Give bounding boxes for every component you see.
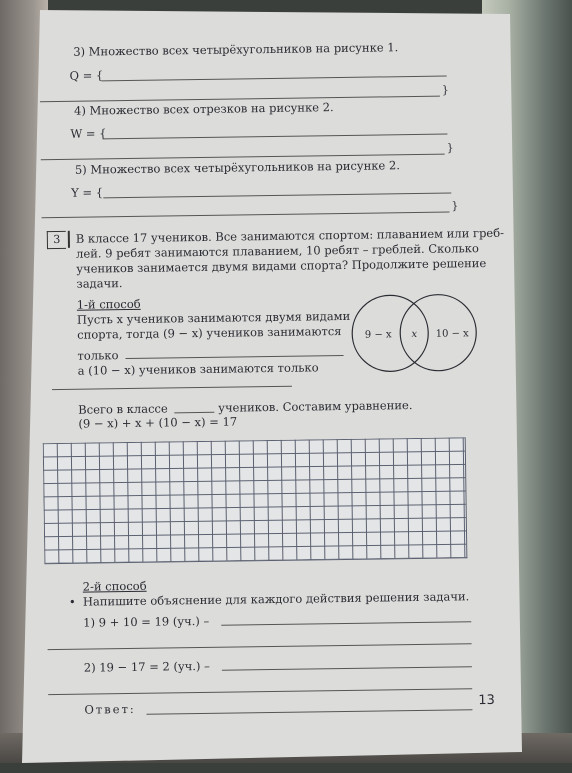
task-number-badge: 3: [47, 231, 66, 249]
q4-close-brace: }: [446, 141, 454, 155]
q3-label: 3) Множество всех четырёхугольников на рисунке 1.: [73, 40, 399, 59]
q4-label: 4) Множество всех отрезков на рисунке 2.: [73, 100, 334, 118]
q5-answer-line[interactable]: [103, 192, 451, 198]
answer-blank[interactable]: [147, 709, 473, 715]
method1-line-2: спорта, тогда (9 − x) учеников занимаются: [77, 324, 342, 342]
task-text-line-3: учеников занимается двумя видами спорта? Продолжите решение: [76, 255, 487, 276]
venn-left-label: 9 − x: [364, 329, 392, 341]
task-text-line-1: В классе 17 учеников. Все занимаются спортом: плаванием или греб-: [75, 225, 505, 246]
step-2-blank-2[interactable]: [48, 688, 472, 695]
method2-instruction: Напишите объяснение для каждого действия решения задачи.: [82, 589, 470, 609]
venn-diagram: [348, 289, 479, 377]
q3-answer-line[interactable]: [102, 76, 447, 82]
page-content: [17, 7, 528, 773]
q5-answer-line-2[interactable]: [42, 212, 450, 219]
equation: (9 − x) + x + (10 − x) = 17: [78, 414, 238, 431]
method1-title: 1-й способ: [76, 296, 141, 312]
q3-close-brace: }: [441, 83, 449, 97]
q5-label: 5) Множество всех четырёхугольников на рисунке 2.: [74, 158, 401, 177]
step-2-blank[interactable]: [222, 666, 472, 670]
total-blank[interactable]: [174, 412, 214, 414]
bullet: •: [68, 594, 76, 609]
method1-line-1: Пусть x учеников занимаются двумя видами: [76, 308, 351, 327]
method1-blank-1[interactable]: [126, 355, 344, 359]
task-text-line-4: задачи.: [76, 276, 123, 291]
q5-close-brace: }: [451, 199, 459, 213]
answer-label: Ответ:: [84, 701, 136, 717]
q3-var: Q = {: [69, 68, 104, 83]
venn-middle-label: x: [411, 328, 418, 341]
step-1: 1) 9 + 10 = 19 (уч.) –: [83, 613, 210, 630]
method1-line-3: только: [77, 348, 119, 363]
method1-blank-2[interactable]: [52, 386, 292, 390]
q4-var: W = {: [70, 126, 107, 141]
q4-answer-line[interactable]: [102, 134, 447, 140]
step-1-blank-2[interactable]: [48, 643, 472, 650]
grid-work-area[interactable]: [43, 437, 468, 564]
q5-var: Y = {: [71, 185, 104, 200]
page-number: 13: [478, 692, 496, 709]
method2-title: 2-й способ: [82, 578, 147, 594]
total-suffix: учеников. Составим уравнение.: [218, 398, 413, 415]
total-prefix: Всего в классе: [78, 401, 168, 417]
method1-line-4: а (10 − x) учеников занимаются только: [77, 360, 319, 378]
step-1-blank[interactable]: [221, 621, 471, 625]
venn-right-label: 10 − x: [435, 328, 469, 340]
task-text-line-2: лей. 9 ребят занимаются плаванием, 10 ребят – греблей. Сколько: [75, 241, 479, 261]
step-2: 2) 19 − 17 = 2 (уч.) –: [83, 658, 210, 675]
